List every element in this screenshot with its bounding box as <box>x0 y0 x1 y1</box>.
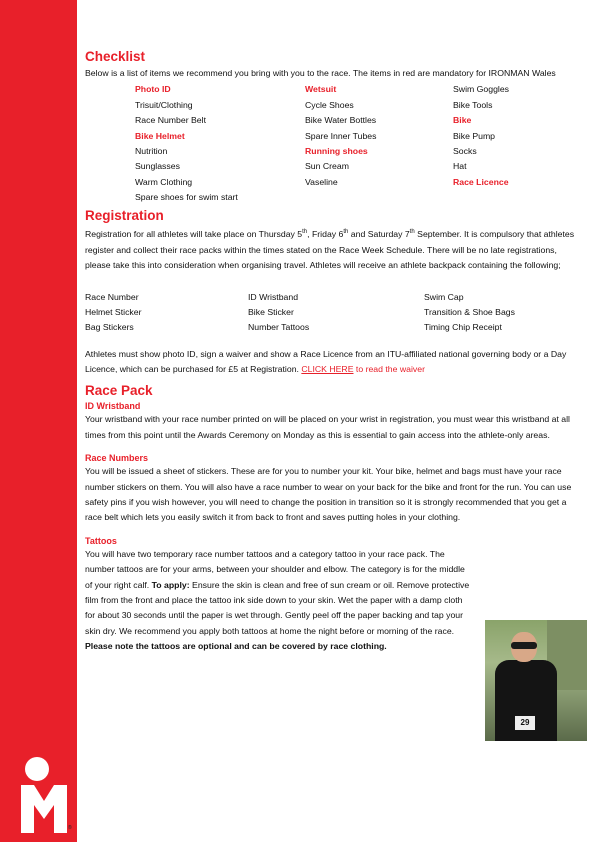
checklist-item: Wetsuit <box>305 84 337 95</box>
photo-race-bib: 29 <box>515 716 535 730</box>
logo-dot <box>25 757 49 781</box>
tattoos-text-b: Ensure the skin is clean and free of sun cream or oil. Remove protective film from the front and place the tattoo ink side down to your skin. Wet the paper with a damp cloth for about 30 seconds until the paper is wet through. Gently peel off the paper backing and tap your skin dry. We recommend you apply both tattoos at home the night before or morning of the race. <box>85 579 470 636</box>
checklist-item: Race Number Belt <box>135 115 206 126</box>
backpack-item: Race Number <box>85 291 139 302</box>
registration-text-b: , Friday 6 <box>307 229 344 240</box>
tattoos-subheading: Tattoos <box>85 535 117 546</box>
checklist-item: Bike Helmet <box>135 130 185 141</box>
registration-text-d: September. It is compulsory that athletes register and collect their race packs within the times stated on the Race Week Schedule. There will be no late registrations, please take this into consideration when organising travel. Athletes will receive an athlete backpack containing the following; <box>85 229 575 271</box>
licence-text: Athletes must show photo ID, sign a waiver and show a Race Licence from an ITU-affiliated national governing body or a Day Licence, which can be purchased for £5 at Registration. <box>85 348 567 374</box>
superscript-th: th <box>302 229 308 236</box>
checklist-item: Race Licence <box>453 176 509 187</box>
backpack-item: Timing Chip Receipt <box>424 322 502 333</box>
checklist-item: Warm Clothing <box>135 176 193 187</box>
backpack-column-1 <box>85 290 141 336</box>
checklist-column-3 <box>453 82 509 190</box>
checklist-column-1 <box>135 82 238 205</box>
superscript-th: th <box>409 229 415 236</box>
backpack-column-2 <box>248 290 309 336</box>
id-wristband-subheading: ID Wristband <box>85 401 141 412</box>
waiver-link-suffix: to read the waiver <box>353 363 425 374</box>
page-content <box>85 48 577 655</box>
id-wristband-text: Your wristband with your race number printed on will be placed on your wrist in registration, you must wear this wristband at all times from this point until the Awards Ceremony on Monday as this is essential to gain access into the athlete-only areas. <box>85 414 570 440</box>
backpack-item: Number Tattoos <box>248 322 310 333</box>
checklist-item: Photo ID <box>135 84 171 95</box>
tattoos-text <box>85 547 470 655</box>
checklist-item: Spare Inner Tubes <box>305 130 377 141</box>
backpack-item: Swim Cap <box>424 291 464 302</box>
backpack-item: Bag Stickers <box>85 322 134 333</box>
registration-text-c: and Saturday 7 <box>348 229 410 240</box>
backpack-item: Helmet Sticker <box>85 306 142 317</box>
to-apply-label: To apply: <box>151 579 190 590</box>
backpack-item: ID Wristband <box>248 291 299 302</box>
tattoos-note: Please note the tattoos are optional and can be covered by race clothing. <box>85 641 387 652</box>
checklist-item: Hat <box>453 161 467 172</box>
checklist-grid <box>85 82 577 205</box>
checklist-item: Swim Goggles <box>453 84 510 95</box>
checklist-column-2 <box>305 82 376 190</box>
backpack-items-grid <box>85 290 577 336</box>
race-numbers-subheading: Race Numbers <box>85 453 149 464</box>
backpack-column-3 <box>424 290 515 336</box>
ironman-logo <box>21 757 72 835</box>
checklist-item: Running shoes <box>305 145 368 156</box>
checklist-item: Bike Tools <box>453 99 493 110</box>
checklist-item: Bike Pump <box>453 130 496 141</box>
backpack-item: Transition & Shoe Bags <box>424 306 515 317</box>
licence-paragraph <box>85 347 577 378</box>
photo-sunglasses <box>511 642 537 649</box>
checklist-item: Bike Water Bottles <box>305 115 377 126</box>
checklist-heading: Checklist <box>85 49 146 64</box>
registration-text-a: Registration for all athletes will take place on Thursday 5 <box>85 229 303 240</box>
athlete-photo <box>485 620 587 741</box>
registration-heading: Registration <box>85 208 164 224</box>
checklist-item: Socks <box>453 145 477 156</box>
backpack-item: Bike Sticker <box>248 306 294 317</box>
checklist-intro: Below is a list of items we recommend you bring with you to the race. The items in red are mandatory for IRONMAN Wales <box>85 68 556 78</box>
checklist-item: Vaseline <box>305 176 338 187</box>
checklist-item: Trisuit/Clothing <box>135 99 193 110</box>
race-numbers-text: You will be issued a sheet of stickers. These are for you to number your kit. Your bike, helmet and bags must have your race number stickers on them. You will also have a race number to wear on your back for the bike and front for the run. You can use safety pins if you wish however, you will need to change the position in transition so it is strongly recommended that you get a race belt which lets you easily switch it from back to front and saves putting holes in your clothing. <box>85 466 572 523</box>
waiver-link[interactable]: CLICK HERE <box>301 363 354 374</box>
superscript-th: th <box>343 229 349 236</box>
checklist-item: Bike <box>453 115 472 126</box>
logo-m-mark <box>21 785 67 833</box>
checklist-item: Spare shoes for swim start <box>135 192 238 203</box>
registration-paragraph <box>85 225 577 273</box>
race-pack-heading: Race Pack <box>85 383 153 399</box>
left-red-sidebar <box>0 0 77 842</box>
checklist-item: Sun Cream <box>305 161 349 172</box>
checklist-item: Nutrition <box>135 145 168 156</box>
trademark-symbol: ® <box>68 825 72 831</box>
checklist-item: Sunglasses <box>135 161 180 172</box>
tattoos-text-a: You will have two temporary race number tattoos and a category tattoo in your race pack. The number tattoos are for your arms, between your shoulder and elbow. The category is for the middle of your right calf. <box>85 548 465 590</box>
checklist-item: Cycle Shoes <box>305 99 354 110</box>
